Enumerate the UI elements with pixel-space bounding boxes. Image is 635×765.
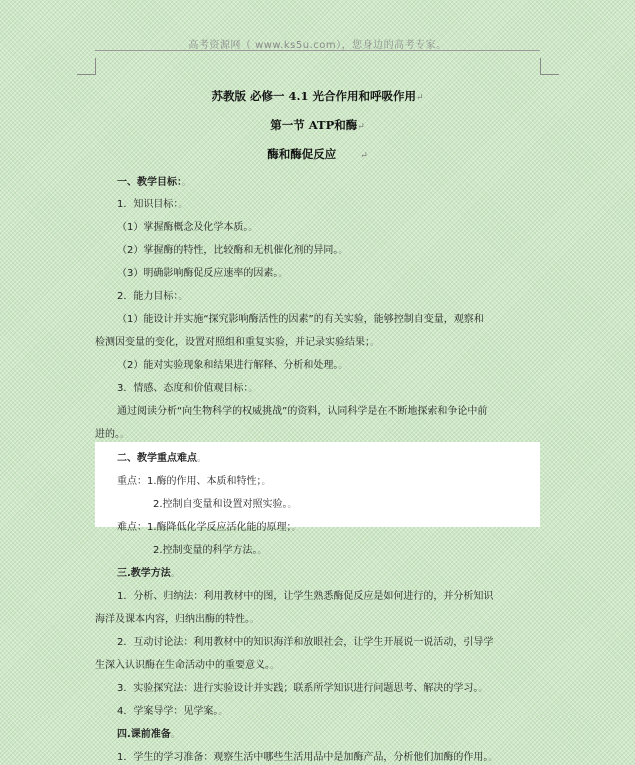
paragraph-mark: ↵ <box>415 93 424 103</box>
method-1: 1．分析、归纳法：利用教材中的图，让学生熟悉酶促反应是如何进行的，并分析知识 <box>117 591 494 602</box>
key-point-2: 2.控制自变量和设置对照实验。。 <box>153 499 297 510</box>
method-2-cont: 生深入认识酶在生命活动中的重要意义。。 <box>95 660 280 671</box>
paragraph-mark: ↵ <box>357 122 365 132</box>
method-3: 3．实验探究法：进行实验设计并实践；联系所学知识进行问题思考、解决的学习。。 <box>117 683 488 694</box>
paragraph-mark: ↵ <box>360 151 368 161</box>
objective-ability-2: （2）能对实验现象和结果进行解释、分析和处理。。 <box>117 360 348 371</box>
section-title: 第一节 ATP和酶↵ <box>270 118 365 132</box>
difficulty-1: 难点：1.酶降低化学反应活化能的原理；。 <box>117 522 301 533</box>
objective-attitude-text: 通过阅读分析“向生物科学的权威挑战”的资料，认同科学是在不断地探索和争论中前 <box>117 406 488 417</box>
objective-knowledge-2: （2）掌握酶的特性，比较酶和无机催化剂的异同。。 <box>117 245 348 256</box>
key-point-1: 重点：1.酶的作用、本质和特性；。 <box>117 476 271 487</box>
document-title: 苏教版 必修一 4.1 光合作用和呼吸作用↵ <box>211 89 424 103</box>
heading-methods: 三.教学方法。 <box>117 568 180 579</box>
objective-ability-1: （1）能设计并实施“探究影响酶活性的因素”的有关实验，能够控制自变量，观察和 <box>117 314 484 325</box>
crop-mark-top-left <box>77 58 96 75</box>
objective-attitude: 3．情感、态度和价值观目标：。 <box>117 383 258 394</box>
objective-knowledge: 1．知识目标：。 <box>117 199 188 210</box>
heading-key-points: 二、教学重点难点。 <box>117 453 207 464</box>
method-1-cont: 海洋及课本内容，归纳出酶的特性。。 <box>95 614 260 625</box>
method-2: 2．互动讨论法：利用教材中的知识海洋和放眼社会，让学生开展说一说活动，引导学 <box>117 637 494 648</box>
objective-knowledge-1: （1）掌握酶概念及化学本质。。 <box>117 222 258 233</box>
heading-preparation: 四.课前准备。 <box>117 729 180 740</box>
header-rule <box>95 50 540 51</box>
objective-ability: 2．能力目标：。 <box>117 291 188 302</box>
objective-attitude-cont: 进的。。 <box>95 429 130 440</box>
preparation-1: 1．学生的学习准备：观察生活中哪些生活用品中是加酶产品，分析他们加酶的作用。。 <box>117 752 498 763</box>
difficulty-2: 2.控制变量的科学方法。。 <box>153 545 267 556</box>
objective-ability-1-cont: 检测因变量的变化，设置对照组和重复实验，并记录实验结果；。 <box>95 337 380 348</box>
heading-objectives: 一、教学目标：。 <box>117 177 192 188</box>
objective-knowledge-3: （3）明确影响酶促反应速率的因素。。 <box>117 268 288 279</box>
crop-mark-top-right <box>540 58 559 75</box>
page-header-text: 高考资源网（ www.ks5u.com），您身边的高考专家。 <box>188 40 447 51</box>
method-4: 4．学案导学：见学案。。 <box>117 706 228 717</box>
subsection-title: 酶和酶促反应 ↵ <box>267 147 368 161</box>
